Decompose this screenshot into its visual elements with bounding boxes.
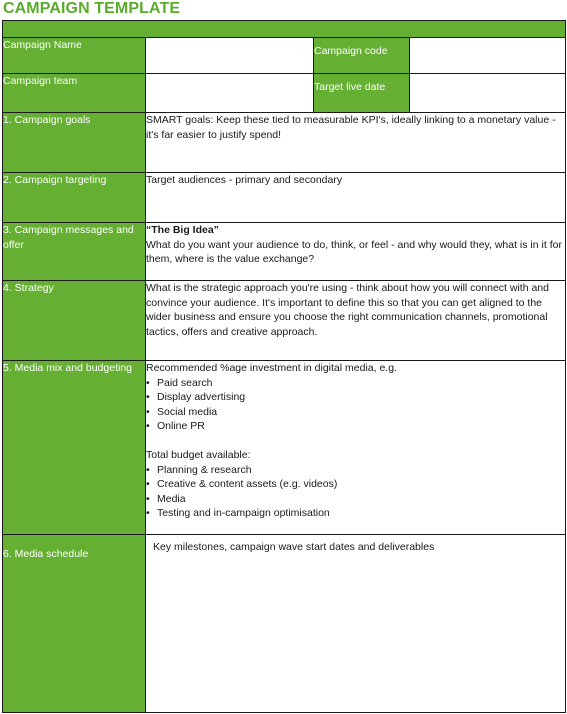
target-live-date-label: Target live date <box>314 74 410 113</box>
campaign-messages-field[interactable] <box>146 223 566 281</box>
media-schedule-label: 6. Media schedule <box>3 535 146 713</box>
list-item: • Media <box>157 492 565 507</box>
campaign-code-label: Campaign code <box>314 38 410 74</box>
big-idea-heading: “The Big Idea” <box>146 224 219 236</box>
campaign-template-table <box>2 20 566 713</box>
campaign-goals-field[interactable]: SMART goals: Keep these tied to measurable KPI's, ideally linking to a monetary value - it's far easier to justify spend! <box>146 113 566 173</box>
targeting-row <box>3 173 566 223</box>
campaign-team-row <box>3 74 566 113</box>
campaign-name-label: Campaign Name <box>3 38 146 74</box>
campaign-targeting-field[interactable]: Target audiences - primary and secondary <box>146 173 566 223</box>
campaign-code-field[interactable] <box>410 38 566 74</box>
list-item: • Display advertising <box>157 390 565 405</box>
media-mix-row <box>3 361 566 535</box>
media-intro: Recommended %age investment in digital media, e.g. <box>146 362 397 374</box>
media-mix-field[interactable] <box>146 361 566 535</box>
campaign-team-field[interactable] <box>146 74 314 113</box>
campaign-targeting-label: 2. Campaign targeting <box>3 173 146 223</box>
page-title: CAMPAIGN TEMPLATE <box>3 0 181 17</box>
media-schedule-field[interactable]: Key milestones, campaign wave start dates and deliverables <box>146 535 566 713</box>
campaign-team-label: Campaign team <box>3 74 146 113</box>
goals-row <box>3 113 566 173</box>
list-item: • Social media <box>157 405 565 420</box>
media-schedule-row <box>3 535 566 713</box>
messages-row <box>3 223 566 281</box>
campaign-goals-label: 1. Campaign goals <box>3 113 146 173</box>
header-band <box>3 21 566 38</box>
budget-list <box>146 463 565 521</box>
header-band-row <box>3 21 566 38</box>
list-item: • Creative & content assets (e.g. videos) <box>157 477 565 492</box>
campaign-messages-label: 3. Campaign messages and offer <box>3 223 146 281</box>
list-item: • Planning & research <box>157 463 565 478</box>
list-item: • Paid search <box>157 376 565 391</box>
target-live-date-field[interactable] <box>410 74 566 113</box>
strategy-label: 4. Strategy <box>3 281 146 361</box>
list-item: • Testing and in-campaign optimisation <box>157 506 565 521</box>
strategy-row <box>3 281 566 361</box>
list-item: • Online PR <box>157 419 565 434</box>
budget-intro: Total budget available: <box>146 449 251 461</box>
strategy-field[interactable]: What is the strategic approach you're using - think about how you will connect with and convince your audience. It's important to define this so that you can get aligned to the wider business and ensure you choose the right communication channels, promotional tactics, offers and creative approach. <box>146 281 566 361</box>
media-list <box>146 376 565 434</box>
campaign-name-row <box>3 38 566 74</box>
media-mix-label: 5. Media mix and budgeting <box>3 361 146 535</box>
big-idea-text: What do you want your audience to do, think, or feel - and why would they, what is in it for them, where is the value exchange? <box>146 238 562 265</box>
campaign-name-field[interactable] <box>146 38 314 74</box>
